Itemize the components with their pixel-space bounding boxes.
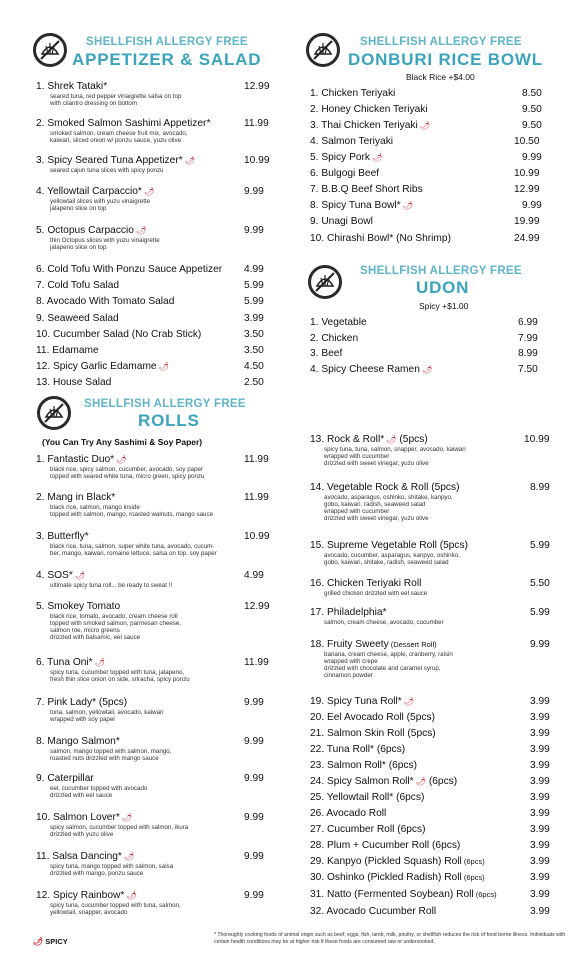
- shellfish-free-icon: [308, 265, 342, 299]
- menu-item-name: 5. Smokey Tomato: [36, 601, 121, 612]
- menu-item: [310, 578, 550, 597]
- chili-pepper-icon: 🌶︎: [417, 121, 431, 130]
- menu-item-price: 3.99: [530, 696, 550, 707]
- menu-item-name: 10. Chirashi Bowl* (No Shrimp): [310, 233, 451, 244]
- menu-item: [310, 840, 550, 852]
- menu-item: [36, 81, 270, 107]
- menu-item-price: 12.99: [244, 601, 270, 612]
- menu-item-description: drizzled with sweet vinegar, yuzu olive: [324, 460, 429, 467]
- menu-item: [310, 540, 550, 566]
- menu-item-name: 1. Vegetable: [310, 317, 367, 328]
- menu-item-price: 3.99: [530, 760, 550, 771]
- menu-item-name: 3. Thai Chicken Teriyaki: [310, 120, 418, 131]
- menu-item-price: 3.99: [530, 712, 550, 723]
- menu-item-name: 30. Oshinko (Pickled Radish) Roll: [310, 872, 462, 883]
- menu-item-price: 3.99: [530, 889, 550, 900]
- menu-item: [36, 570, 264, 589]
- menu-item-name: 11. Edamame: [36, 345, 99, 356]
- menu-item-price: 3.99: [530, 906, 550, 917]
- menu-item-description: avocado, asparagus, oshinko, shitake, kanpyo,: [324, 494, 453, 501]
- menu-item-name: 25. Yellowtail Roll* (6pcs): [310, 792, 425, 803]
- menu-item: [310, 364, 538, 376]
- menu-item-price: 9.50: [522, 104, 542, 115]
- menu-item-price: 3.99: [530, 872, 550, 883]
- menu-item-price: 9.99: [244, 890, 264, 901]
- menu-item-name: 10. Cucumber Salad (No Crab Stick): [36, 329, 202, 340]
- menu-item-extra: (6pcs): [461, 873, 485, 882]
- menu-item-price: 3.99: [530, 808, 550, 819]
- menu-item-price: 7.50: [518, 364, 538, 375]
- menu-item-description: spicy tuna, cucumber topped with tuna, jalapeno,: [50, 669, 185, 676]
- menu-item-name: 8. Avocado With Tomato Salad: [36, 296, 175, 307]
- menu-item-price: 8.99: [518, 348, 538, 359]
- menu-item-name: 9. Unagi Bowl: [310, 216, 373, 227]
- menu-item: [36, 657, 269, 683]
- menu-item-name: 6. Bulgogi Beef: [310, 168, 380, 179]
- menu-item-name: 22. Tuna Roll* (6pcs): [310, 744, 406, 755]
- footnote: * Thoroughly cooking foods of animal origin such as beef, eggs, fish, lamb, milk, poultry, or shellfish reduces the risk of food borne illness. Individuals with certain health conditions may be at higher risk if these foods are consumed raw or undercooked.: [214, 932, 566, 945]
- rolls-note: (You Can Try Any Sashimi & Soy Paper): [42, 437, 203, 447]
- menu-item-description: black rice, salmon, mango inside: [50, 504, 140, 511]
- menu-item-price: 3.99: [530, 856, 550, 867]
- menu-item: [310, 348, 538, 360]
- menu-item: [36, 851, 264, 877]
- menu-item-description: gobo, kaiwari, shitake, radish, seaweed salad: [324, 559, 449, 566]
- menu-item-name: 7. B.B.Q Beef Short Ribs: [310, 184, 423, 195]
- menu-item-name: 3. Spicy Seared Tuna Appetizer*: [36, 155, 183, 166]
- menu-item-description: salmon, cream cheese, avocado, cucumber: [324, 619, 444, 626]
- menu-item-extra: (Dessert Roll): [388, 640, 437, 649]
- menu-item-name: 7. Cold Tofu Salad: [36, 280, 120, 291]
- menu-item-description: ultimate spicy tuna roll... be ready to sweat !!: [50, 582, 173, 589]
- menu-item-name: 1. Fantastic Duo*: [36, 454, 115, 465]
- menu-item-description: spicy tuna, tuna, salmon, snapper, avocado, kaiwari: [324, 446, 466, 453]
- menu-item: [36, 361, 264, 373]
- menu-item: [310, 168, 540, 180]
- menu-item-name: 5. Spicy Pork: [310, 152, 371, 163]
- menu-item-price: 10.50: [514, 136, 540, 147]
- menu-item: [310, 728, 550, 740]
- menu-item: [36, 186, 264, 212]
- spicy-legend-label: SPICY: [45, 937, 68, 946]
- menu-item: [310, 200, 542, 212]
- chili-pepper-icon: 🌶︎: [384, 435, 397, 444]
- menu-item: [310, 696, 550, 708]
- menu-item-price: 3.99: [530, 728, 550, 739]
- menu-item-price: 9.99: [522, 200, 542, 211]
- menu-item-name: 2. Smoked Salmon Sashimi Appetizer*: [36, 118, 211, 129]
- menu-item-description: with cilantro dressing on bottom: [50, 100, 138, 107]
- menu-item-name: 29. Kanpyo (Pickled Squash) Roll: [310, 856, 462, 867]
- menu-item-description: drizzled with eel sauce: [50, 792, 113, 799]
- menu-item-description: topped with smoked salmon, parmesan cheese,: [50, 620, 182, 627]
- menu-item-name: 5. Octopus Carpaccio: [36, 225, 134, 236]
- menu-item: [310, 906, 550, 918]
- menu-item-description: topped with seared white tuna, micro green, spicy ponzu: [50, 473, 205, 480]
- menu-item: [36, 890, 264, 916]
- chili-pepper-icon: 🌶︎: [156, 362, 169, 371]
- menu-item-price: 12.99: [244, 81, 270, 92]
- menu-item-price: 10.99: [244, 531, 270, 542]
- menu-item-price: 4.50: [244, 361, 264, 372]
- menu-item: [310, 333, 538, 345]
- appetizer-subtitle: SHELLFISH ALLERGY FREE: [86, 36, 248, 48]
- chili-pepper-icon: 🌶︎: [119, 813, 133, 822]
- menu-item: [310, 856, 550, 868]
- menu-item-name: 15. Supreme Vegetable Roll (5pcs): [310, 540, 468, 551]
- menu-item-description: wrapped with cucumber: [324, 453, 390, 460]
- donburi-subtitle: SHELLFISH ALLERGY FREE: [360, 36, 522, 48]
- menu-item-price: 9.99: [244, 697, 264, 708]
- donburi-note: Black Rice +$4.00: [406, 72, 475, 82]
- menu-item-name: 3. Beef: [310, 348, 343, 359]
- menu-item: [36, 155, 270, 174]
- menu-item-description: drizzled with mango, ponzu sauce: [50, 870, 144, 877]
- menu-item-price: 11.99: [244, 657, 269, 668]
- menu-item: [36, 118, 269, 144]
- menu-item-price: 5.99: [530, 607, 550, 618]
- menu-item-price: 5.99: [530, 540, 550, 551]
- menu-item-name: 9. Seaweed Salad: [36, 313, 119, 324]
- menu-item: [310, 639, 550, 679]
- menu-item-price: 9.99: [522, 152, 542, 163]
- shellfish-free-icon: [306, 33, 340, 67]
- menu-item: [36, 329, 264, 341]
- menu-item-price: 11.99: [244, 454, 269, 465]
- menu-item-description: smoked salmon, cream cheese fruit mix, avocado,: [50, 130, 188, 137]
- menu-item-name: 21. Salmon Skin Roll (5pcs): [310, 728, 436, 739]
- menu-item: [310, 104, 542, 116]
- menu-item-description: avocado, cucumber, asparagus, kanpyo, oshinko,: [324, 552, 460, 559]
- menu-item-description: wrapped with soy paper: [50, 716, 116, 723]
- chili-pepper-icon: 🌶︎: [121, 852, 135, 861]
- menu-item-price: 5.99: [244, 280, 264, 291]
- menu-item-price: 9.99: [530, 639, 550, 650]
- menu-item-description: seared tuna, red pepper vinaigrette salsa on top: [50, 93, 182, 100]
- menu-item-description: drizzled with chocolate and caramel syrup,: [324, 665, 441, 672]
- menu-item-description: fresh thin slice onion on side, sriracha, spicy ponzu: [50, 676, 190, 683]
- menu-item-name: 20. Eel Avocado Roll (5pcs): [310, 712, 435, 723]
- menu-item: [310, 434, 550, 467]
- menu-item: [36, 345, 264, 357]
- menu-item-name: 2. Mang in Black*: [36, 492, 116, 503]
- chili-pepper-icon: 🌶︎: [72, 571, 86, 580]
- menu-item-name: 1. Chicken Teriyaki: [310, 88, 396, 99]
- menu-item-description: jalapeno slice on top: [50, 205, 107, 212]
- menu-item-description: jalapeno slice on top: [50, 244, 107, 251]
- menu-item-description: black rice, tomato, avocado, cream cheese roll: [50, 613, 178, 620]
- menu-item-name: 8. Spicy Tuna Bowl*: [310, 200, 401, 211]
- menu-item-name: 23. Salmon Roll* (6pcs): [310, 760, 418, 771]
- menu-item-price: 11.99: [244, 492, 269, 503]
- menu-item-price: 3.99: [244, 313, 264, 324]
- menu-item-price: 4.99: [244, 570, 264, 581]
- donburi-title: DONBURI RICE BOWL: [348, 50, 543, 69]
- menu-item-name: 26. Avocado Roll: [310, 808, 387, 819]
- menu-item-price: 24.99: [514, 233, 540, 244]
- menu-item-description: spicy salmon, cucumber topped with salmon, ikura: [50, 824, 189, 831]
- menu-item-price: 5.50: [530, 578, 550, 589]
- menu-item-description: topped with salmon, mango, roasted walnuts, mango sauce: [50, 511, 214, 518]
- menu-item: [310, 824, 550, 836]
- menu-item-description: roasted nuts drizzled with mango sauce: [50, 755, 159, 762]
- chili-pepper-icon: 🌶︎: [141, 187, 155, 196]
- chili-pepper-icon: 🌶︎: [400, 201, 413, 210]
- menu-item-description: black rice, spicy salmon, cucumber, avocado, soy paper: [50, 466, 204, 473]
- menu-item-name: 31. Natto (Fermented Soybean) Roll: [310, 889, 474, 900]
- menu-item-name: 1. Shrek Tataki*: [36, 81, 108, 92]
- menu-item: [36, 697, 264, 723]
- menu-item-price: 10.99: [524, 434, 550, 445]
- menu-item-description: yellowtail, snapper, avocado: [50, 909, 128, 916]
- menu-item-name: 2. Chicken: [310, 333, 359, 344]
- menu-item-description: gobo, kaiwari, radish, seaweed salad: [324, 501, 426, 508]
- menu-item-name: 10. Salmon Lover*: [36, 812, 120, 823]
- menu-item: [310, 184, 540, 196]
- menu-item-description: drizzled with yuzu olive: [50, 831, 114, 838]
- menu-item: [36, 531, 270, 557]
- menu-item-extra: (6pcs): [461, 857, 485, 866]
- menu-item-price: 19.99: [514, 216, 540, 227]
- menu-item-price: 12.99: [514, 184, 540, 195]
- menu-item: [36, 280, 264, 292]
- menu-item-price: 8.50: [522, 88, 542, 99]
- menu-item: [310, 120, 542, 132]
- menu-item-extra: (6pcs): [473, 890, 497, 899]
- udon-subtitle: SHELLFISH ALLERGY FREE: [360, 265, 522, 277]
- menu-item-description: yellowtail slices with yuzu vinaigrette: [50, 198, 151, 205]
- menu-item-name: 9. Caterpillar: [36, 773, 94, 784]
- menu-item-price: 3.99: [530, 824, 550, 835]
- menu-item-name: 6. Tuna Oni*: [36, 657, 93, 668]
- menu-item-name: 24. Spicy Salmon Roll*: [310, 776, 414, 787]
- menu-item-price: 10.99: [244, 155, 270, 166]
- menu-item-description: grilled chicken drizzled with eel sauce: [324, 590, 428, 597]
- menu-item-name: 8. Mango Salmon*: [36, 736, 120, 747]
- chili-pepper-icon: 🌶︎: [419, 365, 433, 374]
- menu-item-name: 27. Cucumber Roll (6pcs): [310, 824, 426, 835]
- chili-pepper-icon: 🌶︎: [133, 226, 147, 235]
- menu-item-price: 8.99: [530, 482, 550, 493]
- menu-item: [36, 601, 270, 641]
- menu-item: [310, 482, 550, 522]
- menu-item-description: cinnamon powder: [324, 672, 373, 679]
- menu-item: [310, 872, 550, 884]
- menu-item-price: 10.99: [514, 168, 540, 179]
- menu-item-name: 13. House Salad: [36, 377, 112, 388]
- menu-item-name: 7. Pink Lady* (5pcs): [36, 697, 128, 708]
- menu-item-description: wrapped with cucumber: [324, 508, 390, 515]
- chili-pepper-icon: 🌶︎: [92, 658, 106, 667]
- menu-item: [36, 812, 264, 838]
- chili-pepper-icon: 🌶︎: [33, 937, 44, 946]
- menu-item: [310, 889, 550, 901]
- rolls-subtitle: SHELLFISH ALLERGY FREE: [84, 398, 246, 410]
- menu-item-name: 2. Honey Chicken Teriyaki: [310, 104, 428, 115]
- menu-item-name: 17. Philadelphia*: [310, 607, 387, 618]
- menu-item: [36, 377, 264, 389]
- menu-item-description: spicy tuna, mango topped with salmon, salsa: [50, 863, 174, 870]
- menu-item: [310, 808, 550, 820]
- menu-item: [310, 760, 550, 772]
- menu-item-name: 4. SOS*: [36, 570, 73, 581]
- udon-note: Spicy +$1.00: [419, 301, 469, 311]
- menu-item-price: 5.99: [244, 296, 264, 307]
- menu-item-name: 12. Spicy Garlic Edamame: [36, 361, 157, 372]
- menu-item-name: 4. Spicy Cheese Ramen: [310, 364, 420, 375]
- menu-item: [36, 313, 264, 325]
- menu-item-name: 19. Spicy Tuna Roll*: [310, 696, 402, 707]
- menu-item-name: 14. Vegetable Rock & Roll (5pcs): [310, 482, 460, 493]
- menu-item-price: 9.99: [244, 773, 264, 784]
- menu-item-extra: (5pcs): [396, 434, 428, 445]
- chili-pepper-icon: 🌶︎: [124, 891, 137, 900]
- menu-item-name: 3. Butterfly*: [36, 531, 89, 542]
- menu-item-name: 18. Fruity Sweety: [310, 639, 389, 650]
- menu-item-description: seared cajun tuna slices with spicy ponzu: [50, 167, 164, 174]
- menu-item: [310, 152, 542, 164]
- menu-item-price: 9.99: [244, 186, 264, 197]
- menu-item-name: 4. Yellowtail Carpaccio*: [36, 186, 142, 197]
- menu-item-price: 4.99: [244, 264, 264, 275]
- menu-item-extra: (6pcs): [426, 776, 458, 787]
- chili-pepper-icon: 🌶︎: [182, 156, 196, 165]
- rolls-title: ROLLS: [138, 411, 200, 430]
- menu-item-description: salmon roe, micro greens: [50, 627, 120, 634]
- menu-item: [310, 792, 550, 804]
- spicy-legend: [33, 937, 68, 946]
- menu-item-price: 3.50: [244, 329, 264, 340]
- menu-item: [310, 88, 542, 100]
- menu-item-price: 7.99: [518, 333, 538, 344]
- appetizer-title: APPETIZER & SALAD: [72, 50, 262, 69]
- menu-item-name: 13. Rock & Roll*: [310, 434, 385, 445]
- menu-item-price: 3.99: [530, 744, 550, 755]
- menu-item-description: drizzled with balsamic, eel sauce: [50, 634, 141, 641]
- menu-item-description: banana, cream cheese, apple, cranberry, raisin: [324, 651, 453, 658]
- chili-pepper-icon: 🌶︎: [370, 153, 383, 162]
- menu-item-description: kaiwari, sliced onion w/ ponzu sauce, yuzu olive: [50, 137, 182, 144]
- menu-item: [310, 216, 540, 228]
- menu-item: [310, 233, 540, 245]
- menu-item-price: 3.50: [244, 345, 264, 356]
- menu-item-price: 9.99: [244, 812, 264, 823]
- menu-item-name: 6. Cold Tofu With Ponzu Sauce Appetizer: [36, 264, 223, 275]
- menu-item-price: 9.99: [244, 225, 264, 236]
- menu-item-price: 9.99: [244, 736, 264, 747]
- menu-item: [36, 454, 269, 480]
- menu-item-price: 2.50: [244, 377, 264, 388]
- shellfish-free-icon: [33, 33, 67, 67]
- menu-item: [36, 736, 264, 762]
- menu-item-description: wrapped with crepe: [324, 658, 378, 665]
- menu-item: [36, 264, 264, 276]
- menu-item-name: 11. Salsa Dancing*: [36, 851, 122, 862]
- menu-item: [310, 776, 550, 788]
- menu-item-name: 28. Plum + Cucumber Roll (6pcs): [310, 840, 461, 851]
- shellfish-free-icon: [37, 396, 71, 430]
- menu-item: [310, 744, 550, 756]
- udon-title: UDON: [416, 278, 470, 297]
- menu-item: [36, 225, 264, 251]
- menu-item-price: 9.50: [522, 120, 542, 131]
- menu-item: [310, 136, 540, 148]
- menu-item-description: ber, mango, kaiwari, romaine lettuce, salsa on top, soy paper: [50, 550, 217, 557]
- chili-pepper-icon: 🌶︎: [401, 697, 415, 706]
- menu-item-name: 12. Spicy Rainbow*: [36, 890, 125, 901]
- chili-pepper-icon: 🌶︎: [413, 777, 427, 786]
- menu-item-price: 3.99: [530, 792, 550, 803]
- menu-item-price: 3.99: [530, 840, 550, 851]
- menu-item-name: 16. Chicken Teriyaki Roll: [310, 578, 422, 589]
- menu-item: [310, 607, 550, 626]
- menu-item-description: spicy tuna, cucumber topped with tuna, salmon,: [50, 902, 181, 909]
- menu-item-description: tuna, salmon, yellowtail, avocado, kaiwari: [50, 709, 164, 716]
- chili-pepper-icon: 🌶︎: [114, 455, 127, 464]
- menu-item-description: thin Octopus slices with yuzu vinaigrette: [50, 237, 160, 244]
- menu-item: [310, 317, 538, 329]
- menu-item-description: eel, cucumber topped with avocado: [50, 785, 148, 792]
- menu-item: [36, 773, 264, 799]
- menu-item-name: 32. Avocado Cucumber Roll: [310, 906, 437, 917]
- menu-item-price: 3.99: [530, 776, 550, 787]
- menu-item-description: drizzled with sweet vinegar, yuzu olive: [324, 515, 429, 522]
- menu-item-name: 4. Salmon Teriyaki: [310, 136, 394, 147]
- menu-item: [310, 712, 550, 724]
- menu-item-price: 11.99: [244, 118, 269, 129]
- menu-item-price: 6.99: [518, 317, 538, 328]
- menu-item: [36, 492, 269, 518]
- menu-item-description: black rice, tuna, salmon, super white tuna, avocado, cucum-: [50, 543, 215, 550]
- menu-item-description: salmon, mango topped with salmon, mango,: [50, 748, 172, 755]
- menu-item: [36, 296, 264, 308]
- menu-item-price: 9.99: [244, 851, 264, 862]
